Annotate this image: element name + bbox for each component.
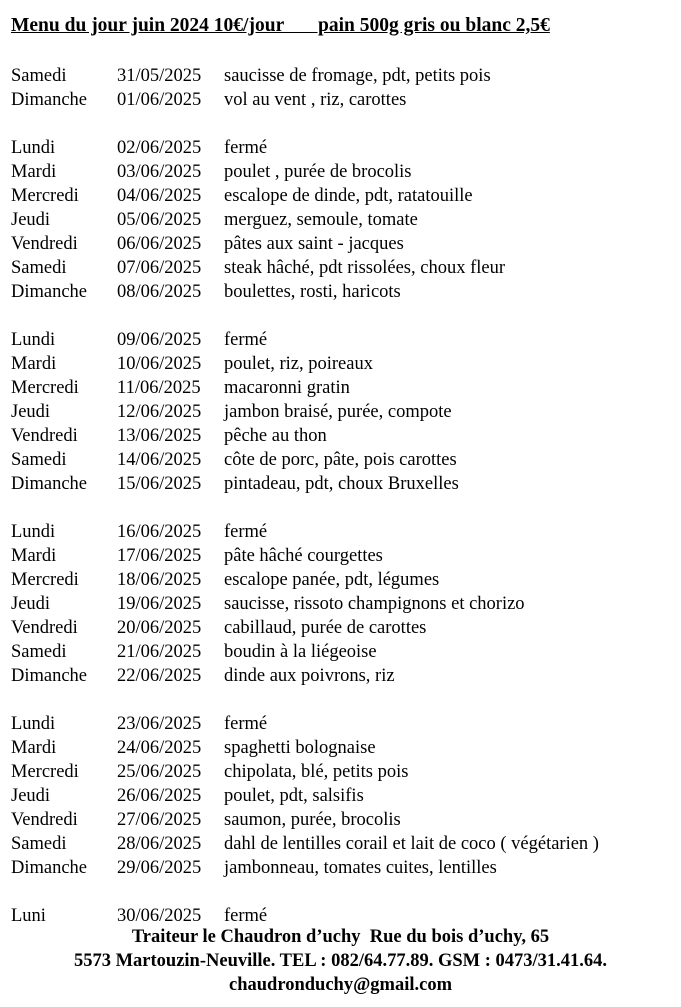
menu-date: 14/06/2025: [117, 450, 202, 470]
menu-dish: boudin à la liégeoise: [224, 642, 377, 662]
menu-row: [11, 856, 676, 880]
menu-date: 26/06/2025: [117, 786, 202, 806]
menu-day: Lundi: [11, 714, 56, 734]
menu-date: 10/06/2025: [117, 354, 202, 374]
menu-date: 01/06/2025: [117, 90, 202, 110]
menu-day: Mercredi: [11, 570, 79, 590]
menu-date: 03/06/2025: [117, 162, 202, 182]
menu-day: Lundi: [11, 522, 56, 542]
menu-day: Vendredi: [11, 810, 78, 830]
menu-row: [11, 784, 676, 808]
menu-row: [11, 664, 676, 688]
menu-dish: escalope panée, pdt, légumes: [224, 570, 440, 590]
menu-day: Jeudi: [11, 210, 51, 230]
menu-row: [11, 208, 676, 232]
menu-date: 16/06/2025: [117, 522, 202, 542]
menu-day: Jeudi: [11, 594, 51, 614]
menu-date: 05/06/2025: [117, 210, 202, 230]
menu-row: [11, 448, 676, 472]
menu-row: [11, 160, 676, 184]
menu-dish: poulet, pdt, salsifis: [224, 786, 364, 806]
menu-dish: saucisse de fromage, pdt, petits pois: [224, 66, 491, 86]
page-title: Menu du jour juin 2024 10€/jour pain 500g gris ou blanc 2,5€: [11, 15, 550, 36]
menu-day: Lundi: [11, 138, 56, 158]
menu-day: Vendredi: [11, 426, 78, 446]
menu-date: 13/06/2025: [117, 426, 202, 446]
menu-day: Dimanche: [11, 282, 88, 302]
menu-dish: fermé: [224, 138, 268, 158]
menu-date: 18/06/2025: [117, 570, 202, 590]
menu-day: Mercredi: [11, 762, 79, 782]
menu-day: Mardi: [11, 354, 57, 374]
menu-date: 21/06/2025: [117, 642, 202, 662]
menu-row: [11, 400, 676, 424]
menu-dish: fermé: [224, 906, 268, 926]
footer: [0, 925, 681, 997]
menu-list: [11, 64, 676, 952]
menu-dish: poulet , purée de brocolis: [224, 162, 412, 182]
menu-dish: escalope de dinde, pdt, ratatouille: [224, 186, 473, 206]
menu-date: 07/06/2025: [117, 258, 202, 278]
menu-dish: jambonneau, tomates cuites, lentilles: [224, 858, 497, 878]
menu-date: 17/06/2025: [117, 546, 202, 566]
menu-day: Samedi: [11, 66, 67, 86]
menu-day: Mercredi: [11, 186, 79, 206]
menu-day: Samedi: [11, 834, 67, 854]
menu-dish: fermé: [224, 522, 268, 542]
menu-dish: fermé: [224, 714, 268, 734]
menu-day: Dimanche: [11, 858, 88, 878]
menu-dish: merguez, semoule, tomate: [224, 210, 418, 230]
menu-day: Jeudi: [11, 786, 51, 806]
menu-date: 09/06/2025: [117, 330, 202, 350]
menu-dish: jambon braisé, purée, compote: [224, 402, 452, 422]
menu-day: Vendredi: [11, 234, 78, 254]
menu-row: [11, 136, 676, 160]
menu-date: 06/06/2025: [117, 234, 202, 254]
menu-row: [11, 328, 676, 352]
menu-dish: dahl de lentilles corail et lait de coco ( végétarien ): [224, 834, 599, 854]
menu-dish: fermé: [224, 330, 268, 350]
menu-dish: vol au vent , riz, carottes: [224, 90, 407, 110]
menu-row: [11, 640, 676, 664]
menu-row: [11, 472, 676, 496]
menu-date: 28/06/2025: [117, 834, 202, 854]
menu-day: Dimanche: [11, 666, 88, 686]
footer-address: Traiteur le Chaudron d’uchy Rue du bois d’uchy, 65: [131, 927, 550, 947]
menu-day: Luni: [11, 906, 46, 926]
menu-dish: cabillaud, purée de carottes: [224, 618, 427, 638]
menu-date: 04/06/2025: [117, 186, 202, 206]
menu-week: [11, 136, 676, 304]
menu-dish: saumon, purée, brocolis: [224, 810, 401, 830]
menu-row: [11, 568, 676, 592]
menu-day: Lundi: [11, 330, 56, 350]
menu-row: [11, 712, 676, 736]
menu-date: 25/06/2025: [117, 762, 202, 782]
menu-dish: boulettes, rosti, haricots: [224, 282, 401, 302]
menu-row: [11, 184, 676, 208]
menu-dish: spaghetti bolognaise: [224, 738, 376, 758]
menu-row: [11, 520, 676, 544]
menu-row: [11, 232, 676, 256]
menu-week: [11, 64, 676, 112]
menu-date: 15/06/2025: [117, 474, 202, 494]
menu-row: [11, 592, 676, 616]
menu-row: [11, 88, 676, 112]
menu-date: 02/06/2025: [117, 138, 202, 158]
menu-day: Mercredi: [11, 378, 79, 398]
menu-dish: pêche au thon: [224, 426, 327, 446]
menu-week: [11, 328, 676, 496]
menu-day: Vendredi: [11, 618, 78, 638]
menu-date: 12/06/2025: [117, 402, 202, 422]
menu-row: [11, 352, 676, 376]
menu-date: 22/06/2025: [117, 666, 202, 686]
menu-dish: pâtes aux saint - jacques: [224, 234, 404, 254]
menu-day: Samedi: [11, 450, 67, 470]
menu-row: [11, 832, 676, 856]
menu-date: 31/05/2025: [117, 66, 202, 86]
menu-date: 30/06/2025: [117, 906, 202, 926]
menu-day: Mardi: [11, 546, 57, 566]
menu-date: 24/06/2025: [117, 738, 202, 758]
menu-date: 20/06/2025: [117, 618, 202, 638]
menu-dish: dinde aux poivrons, riz: [224, 666, 395, 686]
menu-date: 11/06/2025: [117, 378, 201, 398]
menu-week: [11, 712, 676, 880]
menu-date: 27/06/2025: [117, 810, 202, 830]
menu-date: 23/06/2025: [117, 714, 202, 734]
footer-contact: 5573 Martouzin-Neuville. TEL : 082/64.77.89. GSM : 0473/31.41.64.: [73, 951, 608, 971]
menu-row: [11, 616, 676, 640]
menu-dish: saucisse, rissoto champignons et chorizo: [224, 594, 525, 614]
menu-day: Jeudi: [11, 402, 51, 422]
menu-dish: côte de porc, pâte, pois carottes: [224, 450, 457, 470]
menu-dish: macaronni gratin: [224, 378, 350, 398]
menu-day: Samedi: [11, 258, 67, 278]
menu-row: [11, 64, 676, 88]
menu-row: [11, 256, 676, 280]
menu-row: [11, 424, 676, 448]
menu-week: [11, 520, 676, 688]
menu-date: 19/06/2025: [117, 594, 202, 614]
menu-day: Mardi: [11, 738, 57, 758]
menu-day: Mardi: [11, 162, 57, 182]
menu-day: Samedi: [11, 642, 67, 662]
menu-date: 08/06/2025: [117, 282, 202, 302]
menu-day: Dimanche: [11, 90, 88, 110]
menu-row: [11, 376, 676, 400]
menu-dish: steak hâché, pdt rissolées, choux fleur: [224, 258, 506, 278]
menu-dish: pintadeau, pdt, choux Bruxelles: [224, 474, 459, 494]
menu-day: Dimanche: [11, 474, 88, 494]
menu-dish: chipolata, blé, petits pois: [224, 762, 409, 782]
menu-dish: poulet, riz, poireaux: [224, 354, 373, 374]
menu-row: [11, 760, 676, 784]
menu-row: [11, 808, 676, 832]
menu-row: [11, 544, 676, 568]
menu-row: [11, 736, 676, 760]
footer-email: chaudronduchy@gmail.com: [229, 975, 452, 995]
menu-row: [11, 280, 676, 304]
menu-date: 29/06/2025: [117, 858, 202, 878]
menu-dish: pâte hâché courgettes: [224, 546, 383, 566]
